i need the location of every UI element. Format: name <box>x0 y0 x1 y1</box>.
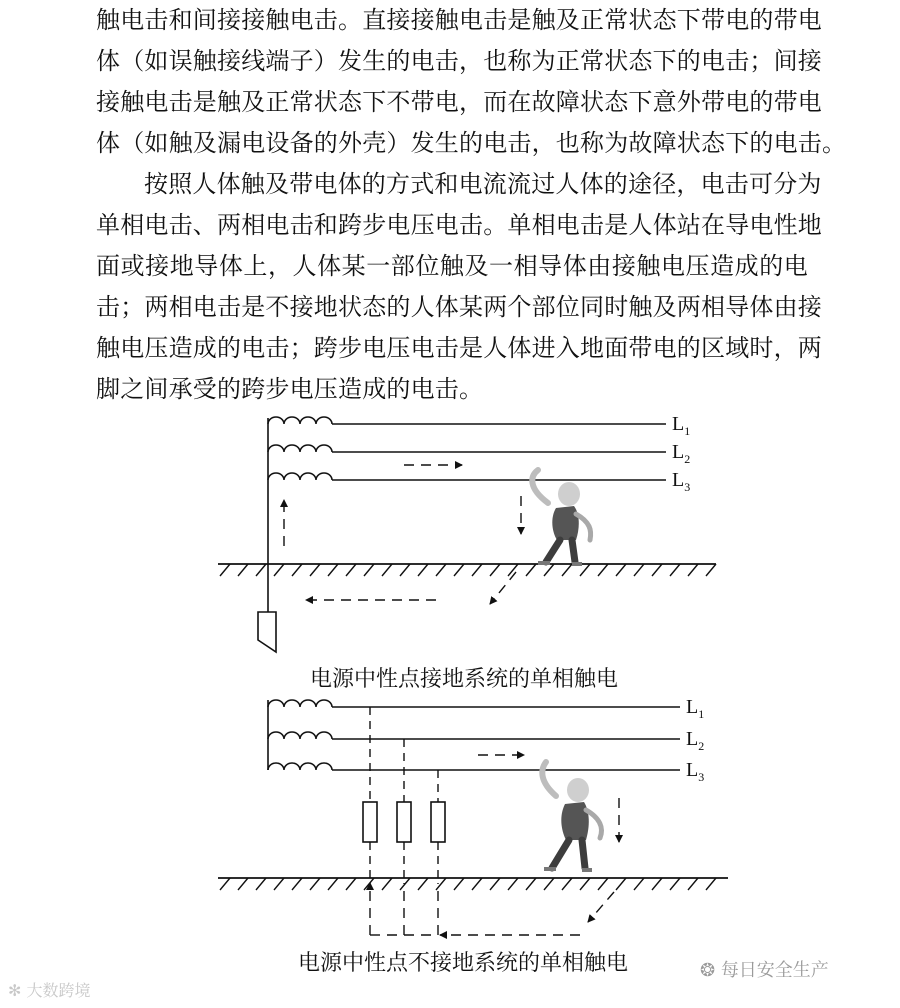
label-l3: $L_3$ <box>686 759 705 784</box>
transformer-windings-2 <box>268 700 332 770</box>
paragraph-line: 面或接地导体上，人体某一部位触及一相导体由接触电压造成的电 <box>96 252 808 280</box>
hatch-mark <box>274 564 284 576</box>
hatch-mark <box>256 564 266 576</box>
figure-1-caption: 电源中性点接地系统的单相触电 <box>310 667 619 692</box>
hatch-mark <box>598 878 608 890</box>
hatch-mark <box>526 564 536 576</box>
phase-lines-2 <box>332 707 680 770</box>
hatch-mark <box>688 878 698 890</box>
impedance-leads <box>370 707 438 878</box>
ground-electrode <box>258 612 276 652</box>
label-l2: $L_2$ <box>686 728 705 753</box>
hatch-mark <box>472 878 482 890</box>
hatch-mark <box>706 564 716 576</box>
hatch-mark <box>382 564 392 576</box>
hatch-mark <box>274 878 284 890</box>
hatch-mark <box>418 878 428 890</box>
hatch-mark <box>616 564 626 576</box>
watermark-right <box>700 956 829 982</box>
paragraph-line: 体（如误触接线端子）发生的电击，也称为正常状态下的电击；间接 <box>96 47 822 75</box>
watermark-right-text: 每日安全生产 <box>720 960 829 981</box>
hatch-mark <box>382 878 392 890</box>
phase-labels-2 <box>686 696 704 784</box>
hatch-mark <box>328 878 338 890</box>
paragraph-line: 单相电击、两相电击和跨步电压电击。单相电击是人体站在导电性地 <box>96 211 822 239</box>
hatch-mark <box>256 878 266 890</box>
phase-labels <box>672 413 690 494</box>
hatch-mark <box>598 564 608 576</box>
paragraph-line: 触电压造成的电击；跨步电压电击是人体进入地面带电的区域时，两 <box>96 334 822 362</box>
hatch-mark <box>346 564 356 576</box>
hatch-mark <box>562 878 572 890</box>
hatch-mark <box>616 878 626 890</box>
insulation-impedances <box>363 802 445 842</box>
hatch-mark <box>418 564 428 576</box>
hatch-mark <box>562 564 572 576</box>
hatch-mark <box>706 878 716 890</box>
hatch-mark <box>364 878 374 890</box>
label-l2: $L_2$ <box>672 441 691 466</box>
paragraph-line: 脚之间承受的跨步电压造成的电击。 <box>96 375 484 403</box>
hatch-mark <box>454 878 464 890</box>
hatch-mark <box>238 564 248 576</box>
transformer-windings <box>268 417 332 612</box>
hatch-mark <box>634 878 644 890</box>
hatch-mark <box>670 878 680 890</box>
figure-2-caption: 电源中性点不接地系统的单相触电 <box>298 951 629 976</box>
paragraph-line: 按照人体触及带电体的方式和电流流过人体的途径，电击可分为 <box>144 170 822 198</box>
hatch-mark <box>634 564 644 576</box>
hatch-mark <box>400 878 410 890</box>
hatch-mark <box>400 564 410 576</box>
label-l3: $L_3$ <box>672 469 691 494</box>
wechat-icon: ❂ <box>700 960 721 981</box>
person-figure-2 <box>542 762 601 870</box>
paragraph-line: 击；两相电击是不接地状态的人体某两个部位同时触及两相导体由接 <box>96 293 822 321</box>
label-l1: $L_1$ <box>686 696 705 721</box>
hatch-mark <box>346 878 356 890</box>
hatch-mark <box>490 878 500 890</box>
paragraph-line: 接触电击是触及正常状态下不带电，而在故障状态下意外带电的带电 <box>96 88 822 116</box>
paragraph-line: 体（如触及漏电设备的外壳）发生的电击，也称为故障状态下的电击。 <box>96 129 847 157</box>
hatch-mark <box>508 564 518 576</box>
paragraph-line: 触电击和间接接触电击。直接接触电击是触及正常状态下带电的带电 <box>96 6 822 34</box>
phase-lines <box>332 424 666 480</box>
watermark-left <box>8 978 91 1001</box>
hatch-mark <box>544 564 554 576</box>
hatch-mark <box>508 878 518 890</box>
ground-hatching-2 <box>220 878 716 890</box>
hatch-mark <box>292 564 302 576</box>
hatch-mark <box>310 564 320 576</box>
hatch-mark <box>652 564 662 576</box>
hatch-mark <box>526 878 536 890</box>
hatch-mark <box>292 878 302 890</box>
hatch-mark <box>220 564 230 576</box>
hatch-mark <box>544 878 554 890</box>
hatch-mark <box>436 564 446 576</box>
hatch-mark <box>490 564 500 576</box>
hatch-mark <box>310 878 320 890</box>
hatch-mark <box>238 878 248 890</box>
hatch-mark <box>652 878 662 890</box>
current-path-arrows <box>284 465 521 604</box>
hatch-mark <box>580 878 590 890</box>
hatch-mark <box>472 564 482 576</box>
person-figure <box>532 470 590 564</box>
hatch-mark <box>454 564 464 576</box>
hatch-mark <box>670 564 680 576</box>
label-l1: $L_1$ <box>672 413 691 438</box>
ground-hatching <box>220 564 716 576</box>
hatch-mark <box>328 564 338 576</box>
watermark-left-text: 大数跨境 <box>26 981 91 1000</box>
figure-ungrounded-neutral <box>218 696 728 935</box>
hatch-mark <box>688 564 698 576</box>
hatch-mark <box>220 878 230 890</box>
watermark-logo-icon: ✻ <box>8 981 27 1000</box>
hatch-mark <box>364 564 374 576</box>
